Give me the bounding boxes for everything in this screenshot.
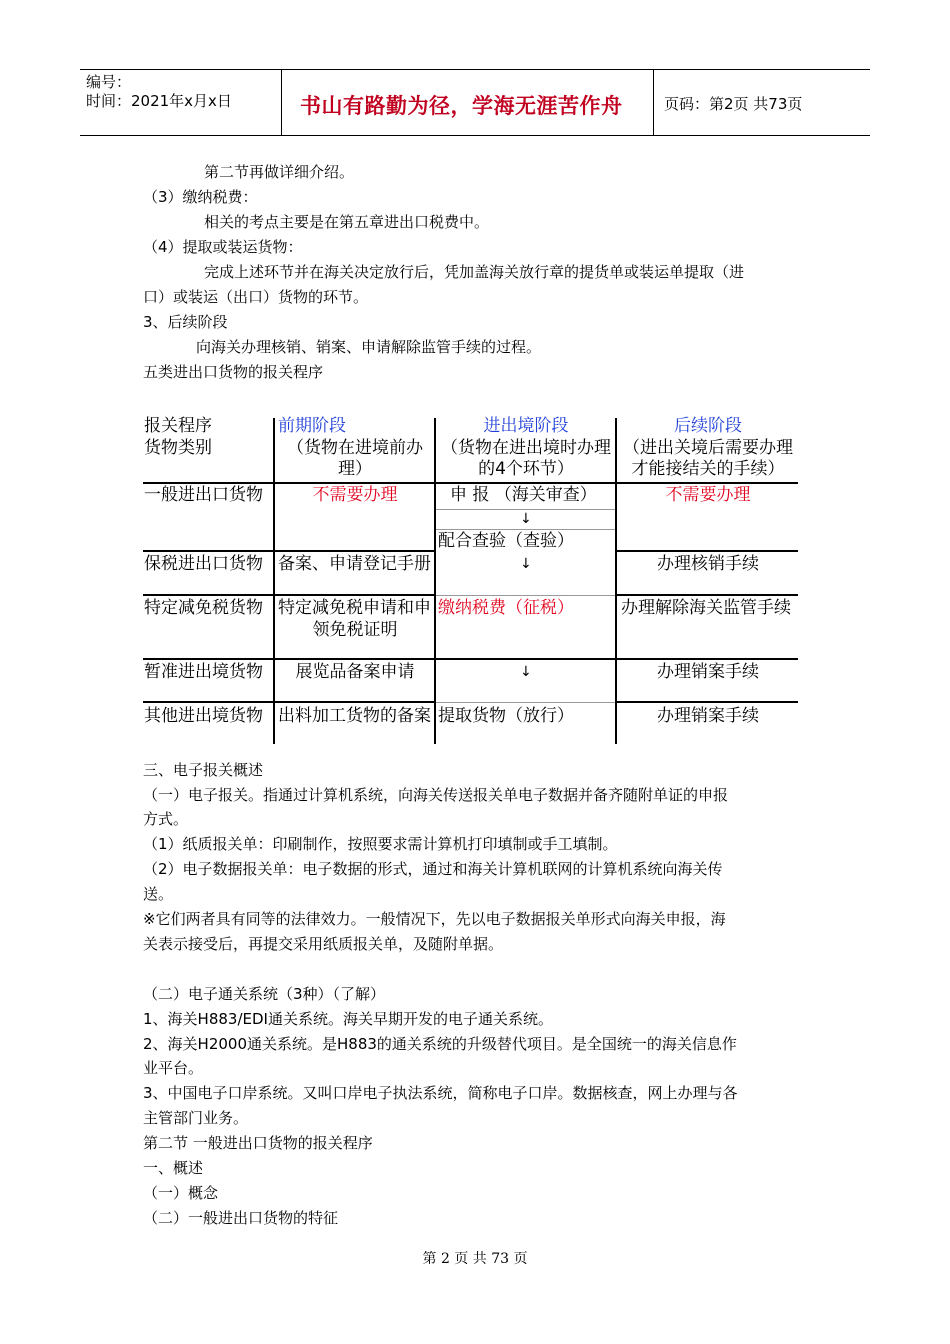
table-row-rule xyxy=(143,550,435,552)
table-row-rule xyxy=(617,594,798,596)
body-line: （1）纸质报关单：印刷制作，按照要求需计算机打印填制或手工填制。 xyxy=(143,835,618,853)
document-number-label: 编号： xyxy=(86,73,132,91)
row-pre-stage: 特定减免税申请和申 xyxy=(278,598,431,618)
body-line: （二）电子通关系统（3种）（了解） xyxy=(143,985,386,1003)
header-bottom-rule xyxy=(80,135,870,136)
body-line: （2）电子数据报关单：电子数据的形式，通过和海关计算机联网的计算机系统向海关传 xyxy=(143,860,723,878)
column-note-pre: （货物在进境前办 xyxy=(287,438,423,458)
body-line: 完成上述环节并在海关决定放行后，凭加盖海关放行章的提货单或装运单提取（进 xyxy=(204,263,745,281)
row-pre-stage: 出料加工货物的备案 xyxy=(278,706,431,726)
table-row-rule xyxy=(617,701,798,703)
body-line: 2、海关H2000通关系统。是H883的通关系统的升级替代项目。是全国统一的海关信息作 xyxy=(143,1035,737,1053)
row-category: 保税进出口货物 xyxy=(144,554,263,574)
table-col-divider xyxy=(273,418,275,744)
row-category: 其他进出境货物 xyxy=(144,706,263,726)
table-header-procedure: 报关程序 xyxy=(144,416,212,436)
body-line: 3、中国电子口岸系统。又叫口岸电子执法系统，简称电子口岸。数据核查，网上办理与各 xyxy=(143,1084,738,1102)
middle-step-tax: 缴纳税费（征税） xyxy=(438,598,574,618)
table-row-rule xyxy=(143,658,798,660)
column-title-post: 后续阶段 xyxy=(674,416,742,436)
row-post-stage: 办理销案手续 xyxy=(657,706,759,726)
column-note-post: （进出关境后需要办理 xyxy=(623,438,793,458)
row-category: 特定减免税货物 xyxy=(144,598,263,618)
section-heading: 第二节 一般进出口货物的报关程序 xyxy=(143,1134,373,1152)
header-divider-right xyxy=(653,69,654,136)
row-post-stage: 办理销案手续 xyxy=(657,662,759,682)
body-line: 送。 xyxy=(143,885,174,903)
body-line: 业平台。 xyxy=(143,1059,204,1077)
row-category: 一般进出口货物 xyxy=(144,485,263,505)
header-divider-left xyxy=(281,69,282,136)
column-note-border-2: 的4个环节） xyxy=(478,459,574,479)
column-title-border: 进出境阶段 xyxy=(483,416,569,436)
body-line: （3）缴纳税费： xyxy=(143,188,258,206)
middle-step-release: 提取货物（放行） xyxy=(438,706,574,726)
page-footer: 第 2 页 共 73 页 xyxy=(422,1251,528,1267)
body-line: （4）提取或装运货物： xyxy=(143,238,303,256)
body-line: （一）概念 xyxy=(143,1184,219,1202)
body-line: 相关的考点主要是在第五章进出口税费中。 xyxy=(204,213,490,231)
table-row-rule xyxy=(143,594,435,596)
section-heading: 三、电子报关概述 xyxy=(143,761,264,779)
table-header-category: 货物类别 xyxy=(144,438,212,458)
flow-arrow-icon: ↓ xyxy=(520,511,532,527)
header-motto: 书山有路勤为径，学海无涯苦作舟 xyxy=(300,94,623,118)
body-line: 一、概述 xyxy=(143,1159,204,1177)
body-line: 1、海关H883/EDI通关系统。海关早期开发的电子通关系统。 xyxy=(143,1010,553,1028)
body-line: 主管部门业务。 xyxy=(143,1109,249,1127)
body-line: ※它们两者具有同等的法律效力。一般情况下，先以电子数据报关单形式向海关申报，海 xyxy=(143,910,726,928)
table-inner-rule xyxy=(436,595,615,596)
flow-arrow-icon: ↓ xyxy=(520,556,532,572)
row-category: 暂准进出境货物 xyxy=(144,662,263,682)
table-inner-rule xyxy=(436,509,615,510)
body-line: 向海关办理核销、销案、申请解除监管手续的过程。 xyxy=(196,338,542,356)
row-pre-stage-2: 领免税证明 xyxy=(312,620,398,640)
table-row-rule xyxy=(143,701,435,703)
row-post-stage: 办理解除海关监管手续 xyxy=(621,598,791,618)
column-note-post-2: 才能接结关的手续） xyxy=(631,459,785,479)
header-top-rule xyxy=(80,69,870,70)
row-post-stage: 办理核销手续 xyxy=(657,554,759,574)
row-post-stage: 不需要办理 xyxy=(665,485,751,505)
flow-arrow-icon: ↓ xyxy=(520,664,532,680)
body-line: （一）电子报关。指通过计算机系统，向海关传送报关单电子数据并备齐随附单证的申报 xyxy=(143,786,729,804)
header-page-info: 页码：第2页 共73页 xyxy=(664,95,803,113)
body-line: 第二节再做详细介绍。 xyxy=(204,163,355,181)
column-note-pre-2: 理） xyxy=(338,459,372,479)
table-col-divider xyxy=(615,418,617,744)
table-inner-rule xyxy=(436,702,615,703)
table-col-divider xyxy=(434,418,436,744)
column-note-border: （货物在进出境时办理 xyxy=(441,438,611,458)
row-pre-stage: 展览品备案申请 xyxy=(295,662,415,682)
row-pre-stage: 不需要办理 xyxy=(312,485,398,505)
body-line: 方式。 xyxy=(143,810,189,828)
middle-step-declare: 申 报 （海关审查） xyxy=(450,485,597,505)
table-row-rule xyxy=(617,550,798,552)
row-pre-stage: 备案、申请登记手册 xyxy=(278,554,431,574)
body-line: 关表示接受后，再提交采用纸质报关单，及随附单据。 xyxy=(143,935,504,953)
body-line: （二）一般进出口货物的特征 xyxy=(143,1209,339,1227)
body-line: 3、后续阶段 xyxy=(143,313,228,331)
middle-step-inspection: 配合查验（查验） xyxy=(438,531,574,551)
table-caption: 五类进出口货物的报关程序 xyxy=(143,363,324,381)
column-title-pre: 前期阶段 xyxy=(278,416,346,436)
body-line: 口）或装运（出口）货物的环节。 xyxy=(143,288,369,306)
document-date: 时间：2021年x月x日 xyxy=(86,92,232,110)
